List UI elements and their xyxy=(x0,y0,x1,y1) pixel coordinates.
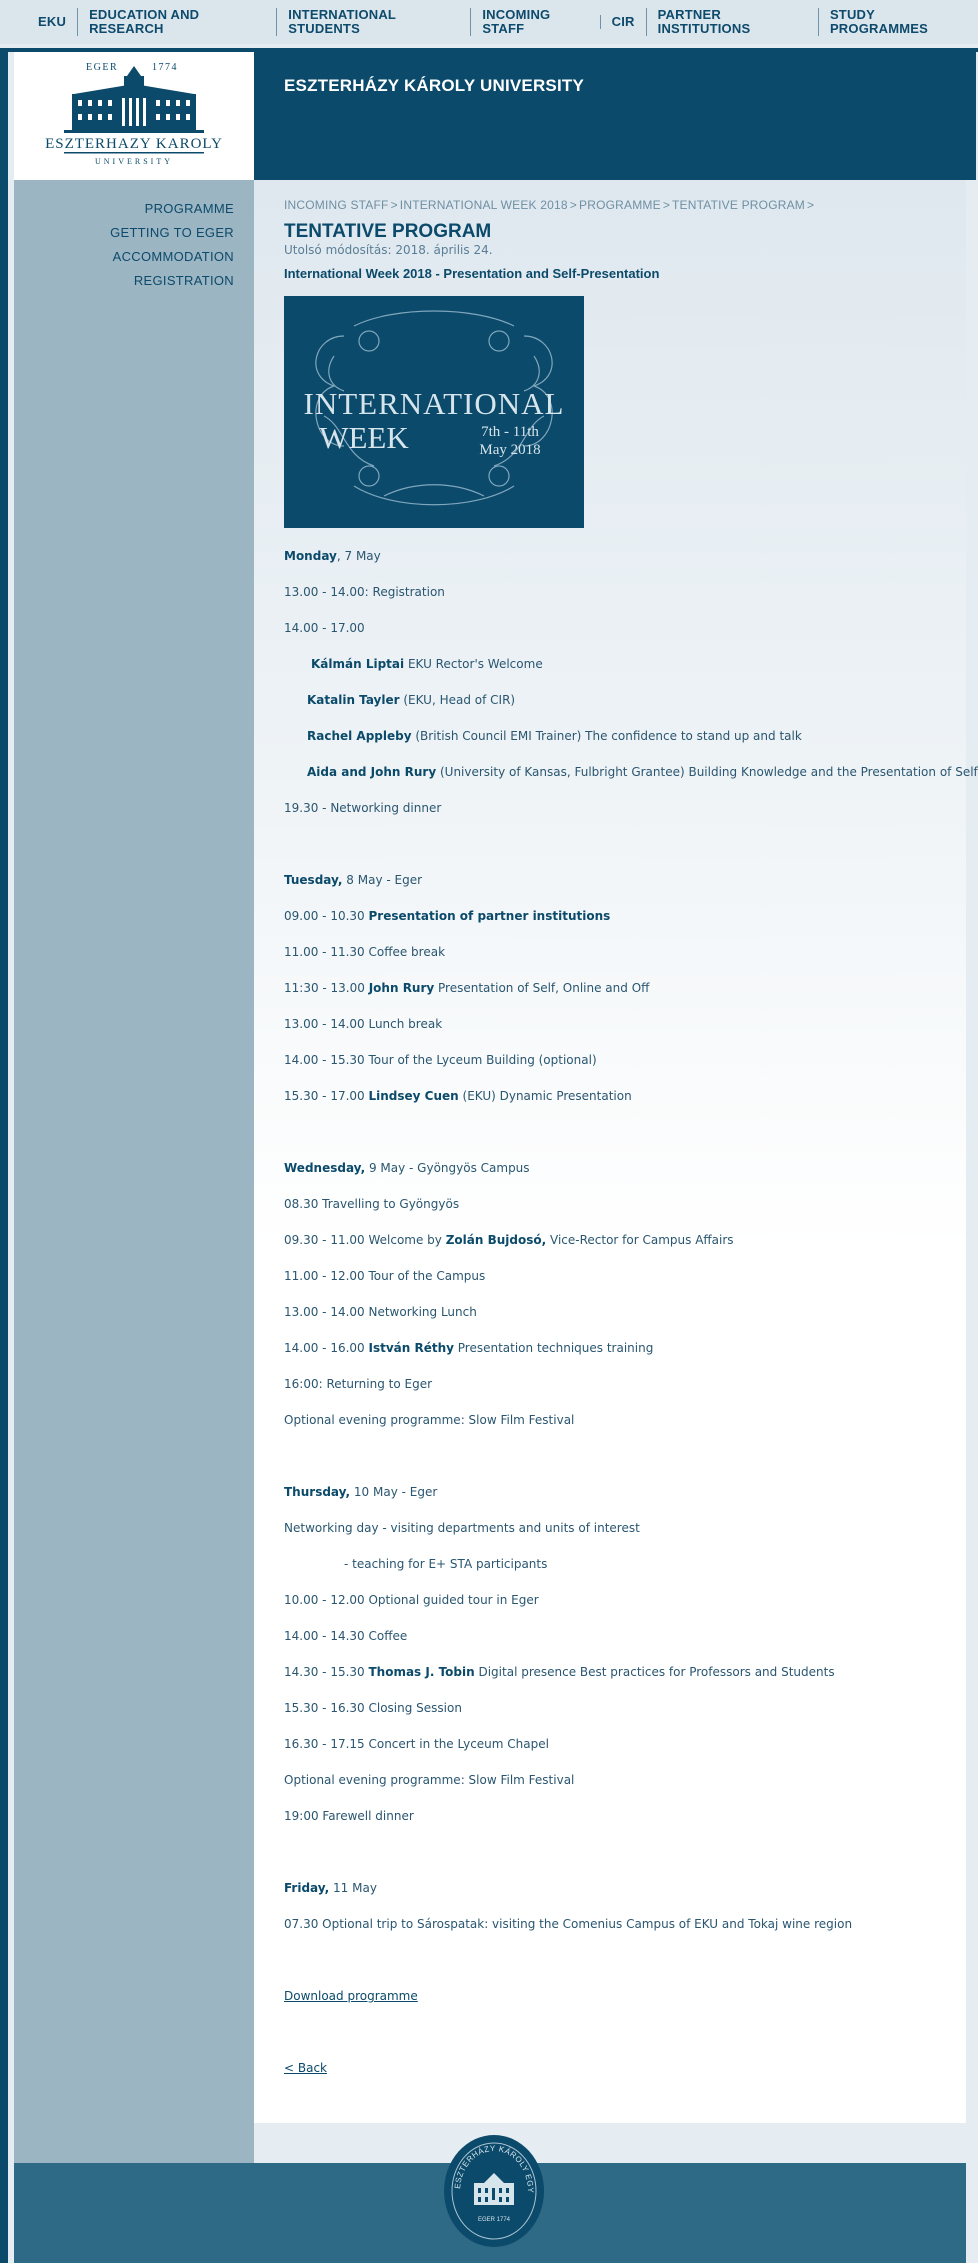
logo-name: ESZTERHAZY KAROLY xyxy=(45,136,223,152)
schedule-item: 15.30 - 16.30 Closing Session xyxy=(284,1701,462,1715)
seal-year: EGER 1774 xyxy=(477,2217,511,2223)
day-heading: Tuesday, 8 May - Eger xyxy=(284,873,423,887)
international-week-banner xyxy=(284,296,584,528)
schedule-item: - teaching for E+ STA participants xyxy=(344,1557,548,1571)
ornament-icon xyxy=(284,296,584,528)
nav-incoming-staff[interactable]: INCOMING STAFF xyxy=(470,8,599,36)
footer-seal[interactable] xyxy=(442,2133,546,2249)
schedule-item: Aida and John Rury (University of Kansas, Fulbright Grantee) Building Knowledge and the Presentation of Self xyxy=(307,765,978,779)
sidebar-item-accommodation[interactable]: ACCOMMODATION xyxy=(112,249,234,264)
logo-top-text: EGER xyxy=(86,62,119,73)
schedule-item: 11.00 - 11.30 Coffee break xyxy=(284,945,446,959)
schedule-item: 19:00 Farewell dinner xyxy=(284,1809,414,1823)
footer-strip xyxy=(254,2123,966,2163)
breadcrumb-separator: > xyxy=(390,198,398,212)
schedule-item: 14.00 - 14.30 Coffee xyxy=(284,1629,408,1643)
schedule xyxy=(284,548,978,2080)
seal-icon xyxy=(442,2133,546,2249)
schedule-item: 13.00 - 14.00 Networking Lunch xyxy=(284,1305,477,1319)
schedule-item: 15.30 - 17.00 Lindsey Cuen (EKU) Dynamic Presentation xyxy=(284,1089,632,1103)
schedule-item: Katalin Tayler (EKU, Head of CIR) xyxy=(307,693,516,707)
download-programme-link[interactable]: Download programme xyxy=(284,1989,418,2003)
last-modified: Utolsó módosítás: 2018. április 24. xyxy=(284,243,493,257)
breadcrumb-incoming-staff[interactable]: INCOMING STAFF xyxy=(284,198,389,212)
sidebar xyxy=(14,180,254,2163)
nav-study-programmes[interactable]: STUDY PROGRAMMES xyxy=(818,8,978,36)
schedule-item: 10.00 - 12.00 Optional guided tour in Eger xyxy=(284,1593,539,1607)
schedule-item: 14.00 - 16.00 István Réthy Presentation techniques training xyxy=(284,1341,654,1355)
schedule-item: Optional evening programme: Slow Film Festival xyxy=(284,1773,575,1787)
university-logo[interactable] xyxy=(14,52,254,180)
breadcrumb-separator: > xyxy=(569,198,577,212)
schedule-item: Optional evening programme: Slow Film Festival xyxy=(284,1413,575,1427)
banner-line2: WEEK xyxy=(319,420,409,455)
sidebar-item-getting-to-eger[interactable]: GETTING TO EGER xyxy=(110,225,234,240)
banner-month: May 2018 xyxy=(479,442,541,458)
logo-year: 1774 xyxy=(152,62,178,73)
schedule-item: Rachel Appleby (British Council EMI Trainer) The confidence to stand up and talk xyxy=(307,729,802,743)
breadcrumb xyxy=(284,198,944,220)
schedule-item: 13.00 - 14.00 Lunch break xyxy=(284,1017,443,1031)
day-heading: Friday, 11 May xyxy=(284,1881,377,1895)
back-row xyxy=(284,2060,944,2080)
logo-sub: UNIVERSITY xyxy=(95,157,173,166)
breadcrumb-programme[interactable]: PROGRAMME xyxy=(579,198,661,212)
schedule-item: 11:30 - 13.00 John Rury Presentation of Self, Online and Off xyxy=(284,981,650,995)
sidebar-item-programme[interactable]: PROGRAMME xyxy=(144,201,234,216)
seal-text: ESZTERHÁZY KÁROLY EGY xyxy=(452,2143,536,2194)
day-heading: Thursday, 10 May - Eger xyxy=(284,1485,438,1499)
schedule-item: 07.30 Optional trip to Sárospatak: visiting the Comenius Campus of EKU and Tokaj wine region xyxy=(284,1917,853,1931)
day-heading: Wednesday, 9 May - Gyöngyös Campus xyxy=(284,1161,530,1175)
nav-education-research[interactable]: EDUCATION AND RESEARCH xyxy=(77,8,276,36)
nav-partner-institutions[interactable]: PARTNER INSTITUTIONS xyxy=(646,8,818,36)
top-navigation xyxy=(0,0,978,44)
page-subtitle: International Week 2018 - Presentation and Self-Presentation xyxy=(284,266,660,281)
schedule-item: 09.00 - 10.30 Presentation of partner institutions xyxy=(284,909,611,923)
schedule-item: 09.30 - 11.00 Welcome by Zolán Bujdosó, Vice-Rector for Campus Affairs xyxy=(284,1233,734,1247)
breadcrumb-international-week[interactable]: INTERNATIONAL WEEK 2018 xyxy=(399,198,568,212)
sidebar-menu xyxy=(14,180,254,293)
banner-line1: INTERNATIONAL xyxy=(303,386,565,421)
schedule-item: 11.00 - 12.00 Tour of the Campus xyxy=(284,1269,486,1283)
nav-cir[interactable]: CIR xyxy=(600,15,646,29)
schedule-item: 14.00 - 17.00 xyxy=(284,621,365,635)
header-banner xyxy=(254,52,976,180)
download-row xyxy=(284,1988,944,2024)
banner-dates: 7th - 11th xyxy=(481,424,539,440)
schedule-item: 14.30 - 15.30 Thomas J. Tobin Digital presence Best practices for Professors and Students xyxy=(284,1665,835,1679)
main-content xyxy=(254,180,978,2123)
day-heading: Monday, 7 May xyxy=(284,549,381,563)
nav-eku[interactable]: EKU xyxy=(38,14,67,29)
schedule-item: 14.00 - 15.30 Tour of the Lyceum Building (optional) xyxy=(284,1053,597,1067)
schedule-item: 08.30 Travelling to Gyöngyös xyxy=(284,1197,460,1211)
nav-international-students[interactable]: INTERNATIONAL STUDENTS xyxy=(276,8,470,36)
schedule-item: 16:00: Returning to Eger xyxy=(284,1377,433,1391)
frame-left-bar xyxy=(0,50,8,2263)
back-link[interactable]: < Back xyxy=(284,2061,328,2075)
breadcrumb-separator: > xyxy=(662,198,671,212)
schedule-item: 16.30 - 17.15 Concert in the Lyceum Chapel xyxy=(284,1737,549,1751)
schedule-item: 19.30 - Networking dinner xyxy=(284,801,442,815)
breadcrumb-tentative-program[interactable]: TENTATIVE PROGRAM xyxy=(672,198,805,212)
schedule-item: Networking day - visiting departments and units of interest xyxy=(284,1521,640,1535)
sidebar-item-registration[interactable]: REGISTRATION xyxy=(133,273,234,288)
site-title[interactable]: ESZTERHÁZY KÁROLY UNIVERSITY xyxy=(284,76,585,95)
building-logo-icon xyxy=(34,60,234,172)
page-title: TENTATIVE PROGRAM xyxy=(284,221,492,242)
schedule-item: Kálmán Liptai EKU Rector's Welcome xyxy=(311,657,543,671)
schedule-item: 13.00 - 14.00: Registration xyxy=(284,585,445,599)
breadcrumb-separator: > xyxy=(807,198,815,212)
